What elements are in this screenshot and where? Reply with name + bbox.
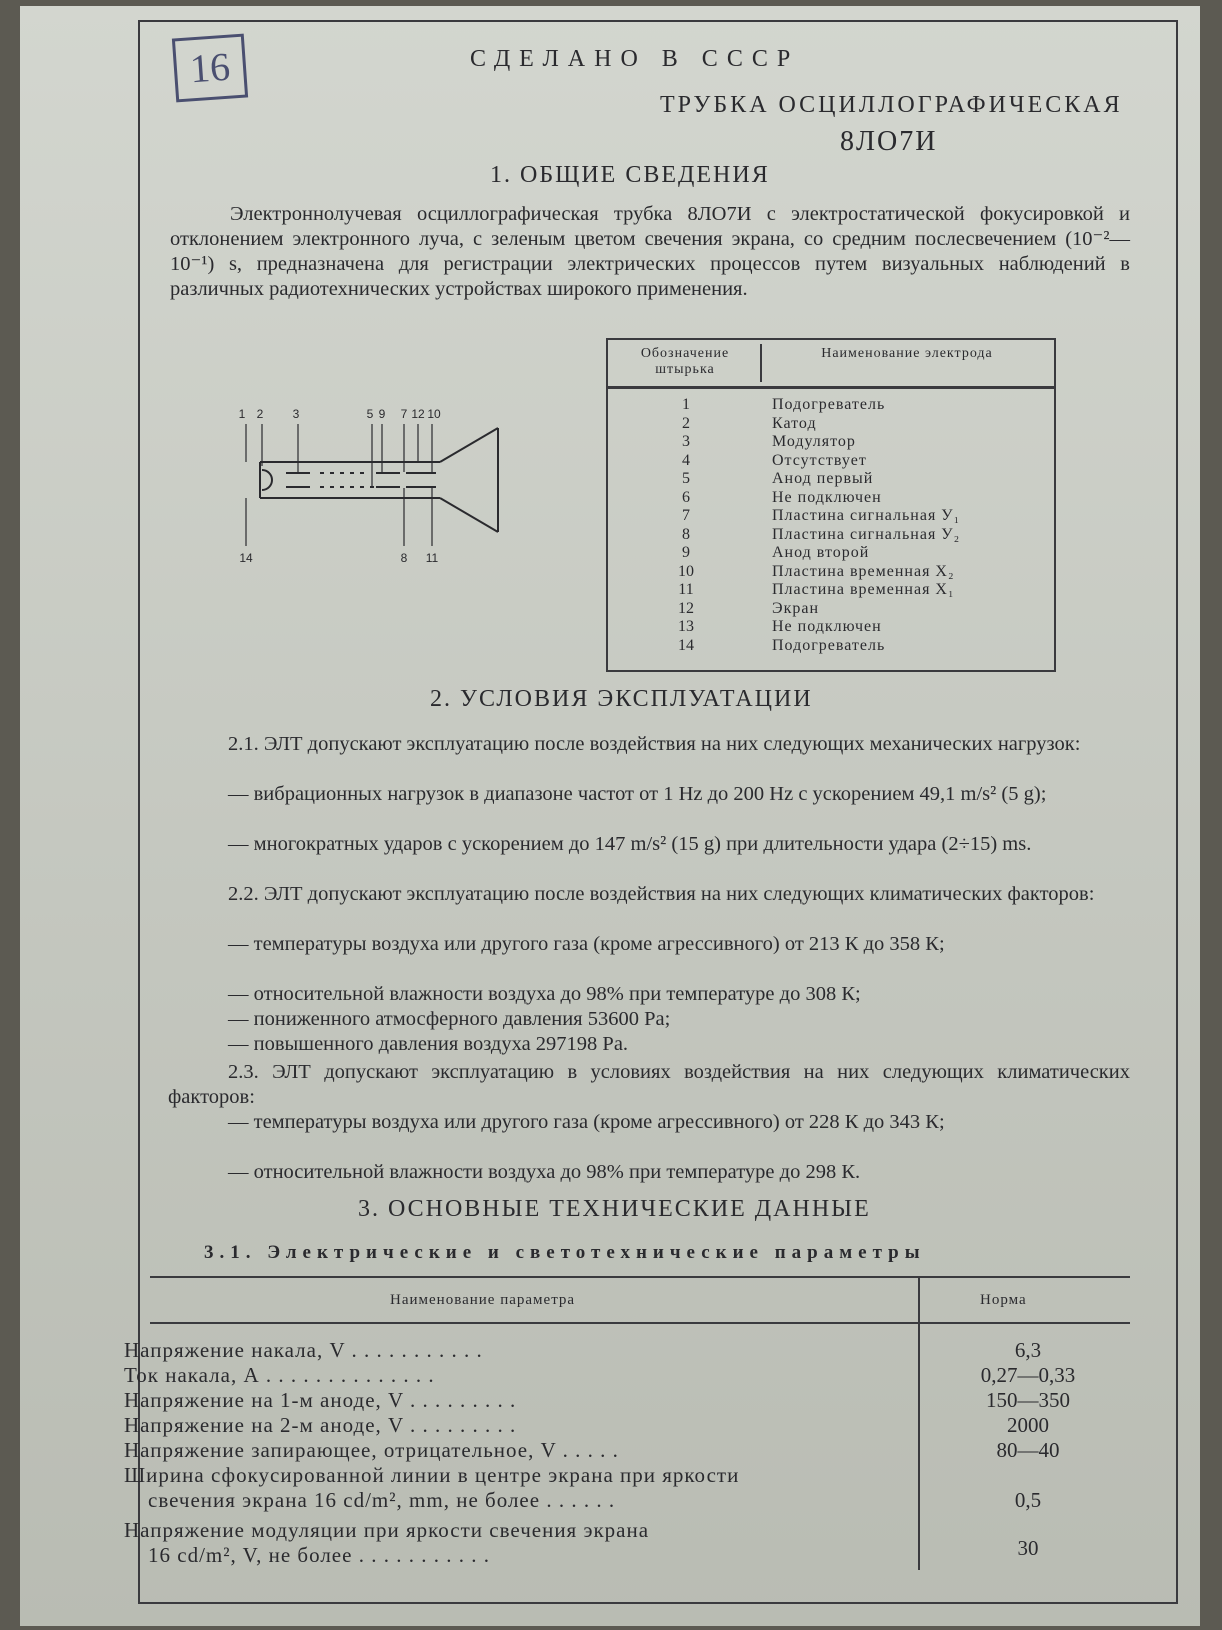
pin-row (608, 526, 1054, 545)
electrode-name: Подогреватель (772, 636, 886, 654)
pin-number: 14 (678, 636, 694, 654)
pin-number: 7 (682, 507, 690, 524)
param-name: Напряжение модуляции при яркости свечения экрана (124, 1518, 650, 1542)
electrode-name: Пластина сигнальная У₁ (772, 507, 961, 524)
param-value: 80—40 (996, 1438, 1060, 1462)
section-2-3: 2.3. ЭЛТ допускают эксплуатацию в условиях воздействия на них следующих климатических факторов: (168, 1061, 1130, 1108)
section-2-3-b: — относительной влажности воздуха до 98% при температуре до 298 К. (228, 1161, 861, 1183)
document-sheet (20, 6, 1200, 1626)
crt-pinout-diagram (240, 406, 530, 586)
pin-row (608, 618, 1054, 637)
pin-number: 6 (682, 488, 690, 506)
section-2-3-a: — температуры воздуха или другого газа (кроме агрессивного) от 228 К до 343 К; (228, 1111, 945, 1133)
params-col-norm: Норма (980, 1292, 1027, 1308)
section-2-2-d: — повышенного давления воздуха 297198 Pa. (228, 1033, 629, 1055)
section-3-title: 3. ОСНОВНЫЕ ТЕХНИЧЕСКИЕ ДАННЫЕ (358, 1196, 871, 1222)
section-2-1-b: — многократных ударов с ускорением до 147 m/s² (15 g) при длительности удара (2÷15) ms. (228, 833, 1032, 855)
param-name: свечения экрана 16 cd/m², mm, не более . . . . . . (148, 1488, 616, 1512)
diagram-label-11: 11 (425, 551, 439, 565)
pin-number: 3 (682, 433, 690, 450)
params-table-top-rule (150, 1276, 1130, 1278)
section-2-1: 2.1. ЭЛТ допускают эксплуатацию после воздействия на них следующих механических нагрузок: (228, 733, 1081, 755)
section-2-2-a: — температуры воздуха или другого газа (кроме агрессивного) от 213 К до 358 К; (228, 933, 945, 955)
diagram-label-12: 12 (411, 407, 425, 421)
electrode-name: Пластина сигнальная У₂ (772, 525, 961, 543)
section-2-2: 2.2. ЭЛТ допускают эксплуатацию после воздействия на них следующих климатических факторов: (228, 883, 1095, 905)
pin-number: 10 (678, 562, 694, 580)
pin-row (608, 507, 1054, 526)
pin-row (608, 581, 1054, 600)
diagram-label-3: 3 (292, 407, 300, 421)
param-value: 6,3 (1014, 1338, 1042, 1362)
pin-table (606, 338, 1056, 672)
pin-number: 12 (678, 599, 694, 617)
model-number: 8ЛО7И (840, 126, 938, 157)
electrode-name: Катод (772, 414, 817, 432)
diagram-label-2: 2 (256, 407, 264, 421)
pin-table-divider (760, 344, 762, 382)
pin-number: 11 (678, 581, 694, 598)
pin-number: 13 (678, 618, 694, 635)
pin-number: 5 (682, 470, 690, 487)
document-title: ТРУБКА ОСЦИЛЛОГРАФИЧЕСКАЯ (660, 92, 1123, 118)
electrode-name: Пластина временная X₂ (772, 562, 955, 580)
params-col-name: Наименование параметра (390, 1292, 576, 1308)
param-name: Ток накала, А . . . . . . . . . . . . . . (124, 1363, 435, 1387)
diagram-label-7: 7 (400, 407, 408, 421)
param-name: Напряжение на 1-м аноде, V . . . . . . . . . (124, 1388, 517, 1412)
diagram-label-9: 9 (378, 407, 386, 421)
pin-row (608, 452, 1054, 471)
section-1-text: Электроннолучевая осциллографическая трубка 8ЛО7И с электростатической фокусировкой и отклонением электронного луча, с зеленым цветом свечения экрана, со средним послесвечением (10⁻²—10⁻¹) s, предназначена для регистрации электрических процессов путем визуальных наблюдений в различных радиотехнических устройствах широкого применения. (170, 203, 1130, 300)
param-name: Напряжение на 2-м аноде, V . . . . . . . . . (124, 1413, 517, 1437)
param-value: 2000 (1007, 1413, 1049, 1437)
param-name: Ширина сфокусированной линии в центре экрана при яркости (124, 1463, 740, 1487)
pin-row (608, 563, 1054, 582)
page-number-stamp: 16 (172, 34, 248, 103)
diagram-label-10: 10 (427, 407, 441, 421)
electrode-marks (286, 473, 436, 487)
section-2-1-a: — вибрационных нагрузок в диапазоне частот от 1 Hz до 200 Hz с ускорением 49,1 m/s² (5 g); (228, 783, 1047, 805)
param-value: 30 (1017, 1536, 1039, 1560)
param-value: 150—350 (986, 1388, 1070, 1412)
electrode-name: Не подключен (772, 488, 882, 506)
section-2-title: 2. УСЛОВИЯ ЭКСПЛУАТАЦИИ (430, 686, 813, 712)
pin-row (608, 637, 1054, 656)
pin-row (608, 489, 1054, 508)
electrode-name: Модулятор (772, 433, 856, 450)
diagram-label-1: 1 (238, 407, 246, 421)
pin-row (608, 415, 1054, 434)
crt-outline (260, 428, 498, 532)
pin-row (608, 396, 1054, 415)
pin-number: 4 (682, 451, 690, 469)
pin-row (608, 544, 1054, 563)
pin-table-header (608, 340, 1054, 388)
pin-row (608, 433, 1054, 452)
pin-number: 9 (682, 544, 690, 561)
param-name: Напряжение запирающее, отрицательное, V . . . . . (124, 1438, 619, 1462)
pin-number: 1 (682, 396, 690, 413)
param-name: 16 cd/m², V, не более . . . . . . . . . . . (148, 1543, 490, 1567)
section-2-2-b: — относительной влажности воздуха до 98% при температуре до 308 К; (228, 983, 861, 1005)
electrode-name: Подогреватель (772, 396, 886, 413)
pin-table-col-pin: Обозначение штырька (640, 346, 730, 377)
section-3-subtitle: 3.1. Электрические и светотехнические параметры (204, 1242, 926, 1263)
pin-number: 8 (682, 525, 690, 543)
pin-number: 2 (682, 414, 690, 432)
pin-table-col-name: Наименование электрода (821, 346, 993, 361)
electrode-name: Пластина временная X₁ (772, 581, 955, 598)
param-value: 0,5 (1014, 1488, 1042, 1512)
pin-row (608, 600, 1054, 619)
electrode-name: Экран (772, 599, 819, 617)
made-in-label: СДЕЛАНО В СССР (470, 46, 800, 72)
electrode-name: Анод первый (772, 470, 874, 487)
section-1-title: 1. ОБЩИЕ СВЕДЕНИЯ (490, 162, 770, 188)
diagram-label-8: 8 (400, 551, 408, 565)
pin-leader-lines (246, 424, 432, 546)
pin-table-header-rule (608, 388, 1054, 389)
diagram-label-5: 5 (366, 407, 374, 421)
electrode-name: Анод второй (772, 544, 870, 561)
diagram-label-14: 14 (239, 551, 253, 565)
section-2-2-c: — пониженного атмосферного давления 53600 Pa; (228, 1008, 671, 1030)
electrode-name: Отсутствует (772, 451, 867, 469)
param-name: Напряжение накала, V . . . . . . . . . . . (124, 1338, 483, 1362)
params-table-header-rule (150, 1322, 1130, 1324)
pin-row (608, 470, 1054, 489)
electrode-name: Не подключен (772, 618, 882, 635)
param-value: 0,27—0,33 (980, 1363, 1076, 1387)
